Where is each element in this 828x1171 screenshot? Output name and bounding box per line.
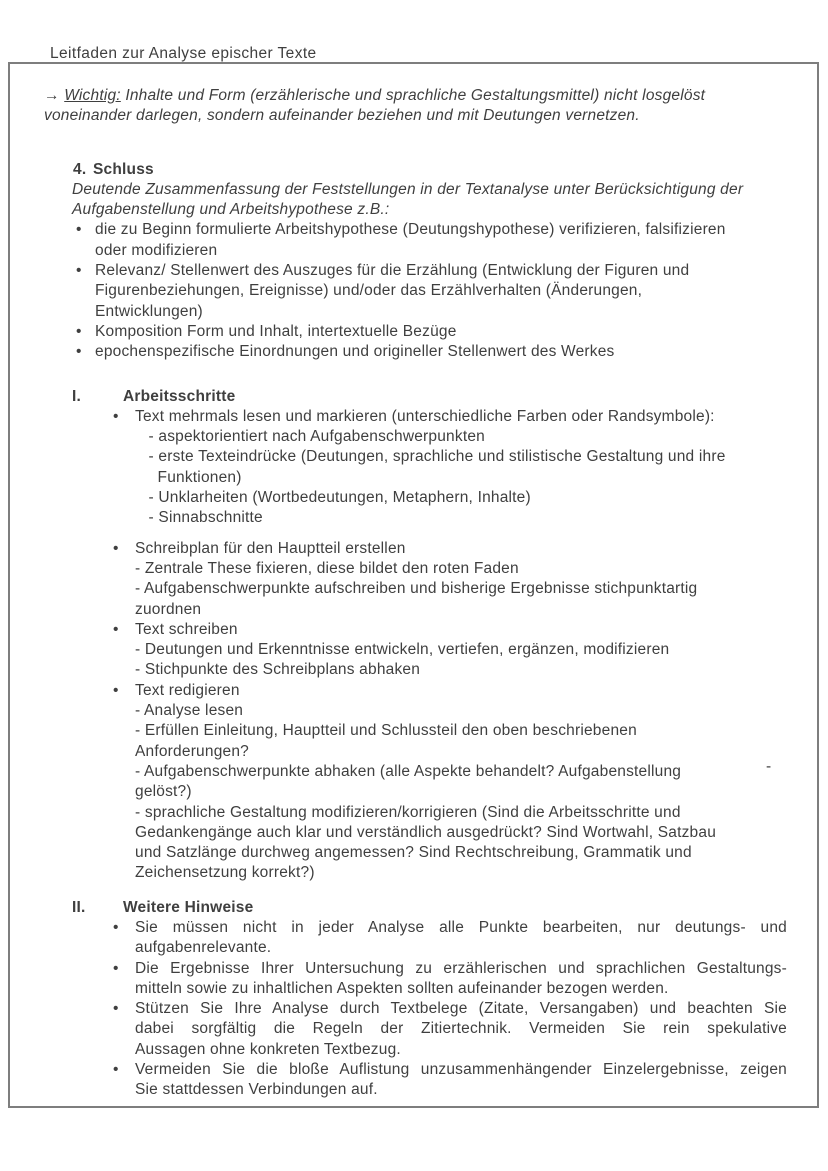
bullet-item [10,959,817,1000]
section-marker: II. [72,898,86,916]
text-line: epochenspezifische Einordnungen und origineller Stellenwert des Werkes [95,343,615,361]
bullet-icon: • [113,620,119,638]
bullet-lines [135,620,817,681]
bullet-lines [95,322,817,342]
bullet-lines [95,220,817,261]
section-title: Weitere Hinweise [123,898,254,916]
bullet-icon: • [76,322,82,340]
arrow-icon: → [44,87,65,104]
bullet-lines [95,261,817,322]
text-line: - Erfüllen Einleitung, Hauptteil und Schlussteil den oben beschriebenen [135,722,637,740]
text-line: die zu Beginn formulierte Arbeitshypothese (Deutungshypothese) verifizieren, falsifizieren [95,221,726,239]
bullet-lines [135,1060,817,1101]
text-line: Aufgabenstellung und Arbeitshypothese z.B.: [72,201,390,219]
text-line: - Zentrale These fixieren, diese bildet den roten Faden [135,559,519,577]
text-line: Vermeiden Sie die bloße Auflistung unzusammenhängender Einzelergebnisse, zeigen [135,1061,787,1079]
bullet-item [10,539,817,620]
bullet-item [10,681,817,884]
section-title: Arbeitsschritte [123,387,236,405]
bullet-lines [135,959,817,1000]
bullet-item [10,322,817,342]
section-description [72,180,817,221]
text-line: - Aufgabenschwerpunkte abhaken (alle Aspekte behandelt? Aufgabenstellung [135,762,682,780]
intro-line-2: voneinander darlegen, sondern aufeinander beziehen und mit Deutungen vernetzen. [44,107,640,125]
text-line: Aussagen ohne konkreten Textbezug. [135,1040,401,1058]
bullet-item [10,407,817,529]
bullet-icon: • [76,262,82,280]
text-line: dabei sorgfältig die Regeln der Zitiertechnik. Vermeiden Sie rein spekulative [135,1020,787,1038]
text-line: aufgabenrelevante. [135,939,272,957]
text-line: - Analyse lesen [135,702,244,720]
text-line: Text schreiben [135,620,238,638]
text-line: Schreibplan für den Hauptteil erstellen [135,539,406,557]
text-line: - sprachliche Gestaltung modifizieren/korrigieren (Sind die Arbeitsschritte und [135,803,681,821]
bullet-icon: • [113,959,119,977]
bullet-lines [135,539,817,620]
text-line: gelöst?) [135,783,192,801]
bullet-item [10,342,817,362]
text-line: Stützen Sie Ihre Analyse durch Textbelege (Zitate, Versangaben) und beachten Sie [135,1000,787,1018]
text-line: - Unklarheiten (Wortbedeutungen, Metaphern, Inhalte) [135,489,531,507]
text-line: - Stichpunkte des Schreibplans abhaken [135,661,421,679]
text-line: Deutende Zusammenfassung der Feststellungen in der Textanalyse unter Berücksichtigung der [72,180,744,198]
bullet-item [10,999,817,1060]
section-marker: 4. [73,160,87,178]
stray-dash-mark: - [766,758,772,775]
intro-label: Wichtig: [64,87,121,104]
text-line: Anforderungen? [135,742,249,760]
text-line: Die Ergebnisse Ihrer Untersuchung zu erzählerischen und sprachlichen Gestaltungs- [135,959,787,977]
bullet-icon: • [113,918,119,936]
section-heading [10,387,817,407]
intro-line-1 [44,86,777,106]
text-line: und Satzlänge durchweg angemessen? Sind Rechtschreibung, Grammatik und [135,844,692,862]
section-heading [10,898,817,918]
bullet-lines [135,999,817,1060]
bullet-lines [95,342,817,362]
text-line: Relevanz/ Stellenwert des Auszuges für die Erzählung (Entwicklung der Figuren und [95,262,690,280]
text-line: - erste Texteindrücke (Deutungen, sprachliche und stilistische Gestaltung und ihre [135,448,726,466]
sections [10,160,817,1101]
text-line: Funktionen) [135,468,242,486]
text-line: Komposition Form und Inhalt, intertextuelle Bezüge [95,322,457,340]
text-line: Sie stattdessen Verbindungen auf. [135,1081,378,1099]
bullet-item [10,261,817,322]
bullet-icon: • [113,681,119,699]
text-line: Sie müssen nicht in jeder Analyse alle Punkte bearbeiten, nur deutungs- und [135,918,787,936]
bullet-icon: • [113,1061,119,1079]
text-line: - aspektorientiert nach Aufgabenschwerpunkten [135,428,485,446]
text-line: Zeichensetzung korrekt?) [135,864,315,882]
text-line: zuordnen [135,600,202,618]
text-line: Gedankengänge auch klar und verständlich ausgedrückt? Sind Wortwahl, Satzbau [135,823,717,841]
bullet-icon: • [113,539,119,557]
bullet-item [10,220,817,261]
bullet-item [10,620,817,681]
bullet-item [10,1060,817,1101]
page-header: Leitfaden zur Analyse epischer Texte [50,45,317,62]
text-line: Figurenbeziehungen, Ereignisse) und/oder das Erzählverhalten (Änderungen, [95,282,643,300]
document-frame [8,62,819,1108]
text-line: Text mehrmals lesen und markieren (unterschiedliche Farben oder Randsymbole): [135,407,715,425]
text-line: oder modifizieren [95,241,218,259]
section-title: Schluss [93,160,154,178]
section [10,898,817,1101]
text-line: - Aufgabenschwerpunkte aufschreiben und bisherige Ergebnisse stichpunktartig [135,580,698,598]
intro-text: Inhalte und Form (erzählerische und sprachliche Gestaltungsmittel) nicht losgelöst [120,87,706,104]
section-marker: I. [72,387,82,405]
text-line: - Sinnabschnitte [135,509,263,527]
bullet-icon: • [76,221,82,239]
bullet-list [10,407,817,884]
bullet-icon: • [113,407,119,425]
bullet-icon: • [113,1000,119,1018]
section-heading [10,160,817,180]
section [10,160,817,363]
bullet-icon: • [76,343,82,361]
bullet-lines [135,681,817,884]
intro-paragraph [44,86,777,127]
text-line: - Deutungen und Erkenntnisse entwickeln, vertiefen, ergänzen, modifizieren [135,641,670,659]
bullet-lines [135,918,817,959]
section [10,387,817,884]
bullet-list [10,918,817,1101]
text-line: mitteln sowie zu inhaltlichen Aspekten sollten aufeinander bezogen werden. [135,979,669,997]
text-line: Text redigieren [135,681,240,699]
bullet-lines [135,407,817,529]
text-line: Entwicklungen) [95,302,203,320]
bullet-list [10,220,817,362]
bullet-item [10,918,817,959]
